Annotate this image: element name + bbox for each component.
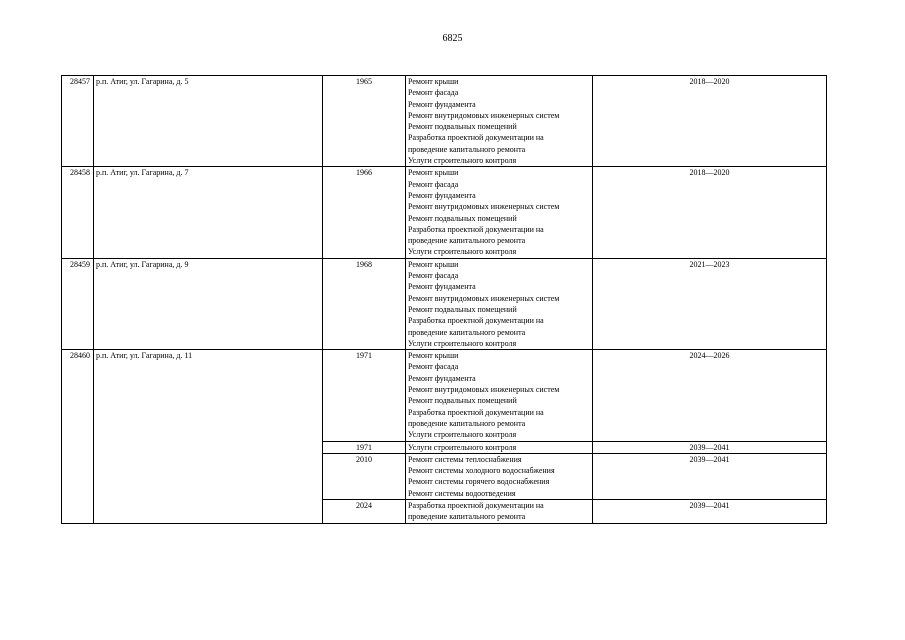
work-item: Ремонт фундамента	[408, 373, 476, 383]
work-item: Услуги строительного контроля	[408, 156, 517, 166]
work-item: Ремонт системы теплоснабжения	[408, 454, 522, 464]
table-row	[62, 76, 827, 167]
work-item: Ремонт подвальных помещений	[408, 122, 517, 132]
work-item: Ремонт крыши	[408, 168, 459, 178]
work-item: Ремонт внутридомовых инженерных систем	[408, 385, 560, 395]
period-cell: 2039—2041	[593, 499, 827, 523]
work-item: Ремонт фасада	[408, 271, 459, 281]
work-item: Разработка проектной документации на	[408, 407, 544, 417]
address-cell: р.п. Атиг, ул. Гагарина, д. 7	[94, 167, 323, 258]
year-cell: 1968	[323, 258, 406, 349]
period-cell: 2039—2041	[593, 453, 827, 499]
works-cell	[406, 499, 593, 523]
work-item: Ремонт внутридомовых инженерных систем	[408, 293, 560, 303]
works-cell	[406, 76, 593, 167]
work-item: Ремонт подвальных помещений	[408, 213, 517, 223]
work-item: проведение капитального ремонта	[408, 144, 526, 154]
table-row	[62, 258, 827, 349]
record-number: 28458	[62, 167, 94, 258]
repair-schedule-table	[61, 75, 827, 524]
work-item: Ремонт системы водоотведения	[408, 488, 516, 498]
works-cell	[406, 350, 593, 441]
work-item: Разработка проектной документации на	[408, 500, 544, 510]
address-cell: р.п. Атиг, ул. Гагарина, д. 9	[94, 258, 323, 349]
table-row	[62, 167, 827, 258]
year-cell: 1971	[323, 350, 406, 441]
address-cell: р.п. Атиг, ул. Гагарина, д. 5	[94, 76, 323, 167]
work-item: Услуги строительного контроля	[408, 430, 517, 440]
work-item: Ремонт крыши	[408, 77, 459, 86]
year-cell: 1971	[323, 441, 406, 453]
work-item: Разработка проектной документации на	[408, 316, 544, 326]
period-cell: 2018—2020	[593, 76, 827, 167]
works-cell	[406, 258, 593, 349]
period-cell: 2018—2020	[593, 167, 827, 258]
work-item: Услуги строительного контроля	[408, 442, 517, 452]
work-item: Ремонт крыши	[408, 351, 459, 361]
work-item: Ремонт подвальных помещений	[408, 396, 517, 406]
page-number: 6825	[442, 33, 463, 44]
works-cell	[406, 453, 593, 499]
work-item: Ремонт крыши	[408, 259, 459, 269]
work-item: Ремонт фундамента	[408, 99, 476, 109]
year-cell: 1965	[323, 76, 406, 167]
work-item: Разработка проектной документации на	[408, 133, 544, 143]
work-item: Ремонт подвальных помещений	[408, 304, 517, 314]
work-item: Ремонт фасада	[408, 362, 459, 372]
work-item: Ремонт внутридомовых инженерных систем	[408, 110, 560, 120]
year-cell: 2010	[323, 453, 406, 499]
year-cell: 1966	[323, 167, 406, 258]
table-row	[62, 350, 827, 441]
record-number: 28460	[62, 350, 94, 523]
work-item: Ремонт системы холодного водоснабжения	[408, 466, 555, 476]
year-cell: 2024	[323, 499, 406, 523]
work-item: Ремонт внутридомовых инженерных систем	[408, 202, 560, 212]
work-item: проведение капитального ремонта	[408, 327, 526, 337]
work-item: Ремонт фундамента	[408, 190, 476, 200]
work-item: Услуги строительного контроля	[408, 338, 517, 348]
work-item: Ремонт фундамента	[408, 282, 476, 292]
record-number: 28459	[62, 258, 94, 349]
works-cell	[406, 167, 593, 258]
work-item: Услуги строительного контроля	[408, 247, 517, 257]
work-item: Разработка проектной документации на	[408, 224, 544, 234]
period-cell: 2024—2026	[593, 350, 827, 441]
work-item: проведение капитального ремонта	[408, 236, 526, 246]
work-item: проведение капитального ремонта	[408, 512, 526, 522]
work-item: Ремонт фасада	[408, 179, 459, 189]
work-item: Ремонт системы горячего водоснабжения	[408, 477, 550, 487]
period-cell: 2021—2023	[593, 258, 827, 349]
record-number: 28457	[62, 76, 94, 167]
work-item: проведение капитального ремонта	[408, 418, 526, 428]
period-cell: 2039—2041	[593, 441, 827, 453]
address-cell: р.п. Атиг, ул. Гагарина, д. 11	[94, 350, 323, 523]
work-item: Ремонт фасада	[408, 88, 459, 98]
works-cell	[406, 441, 593, 453]
